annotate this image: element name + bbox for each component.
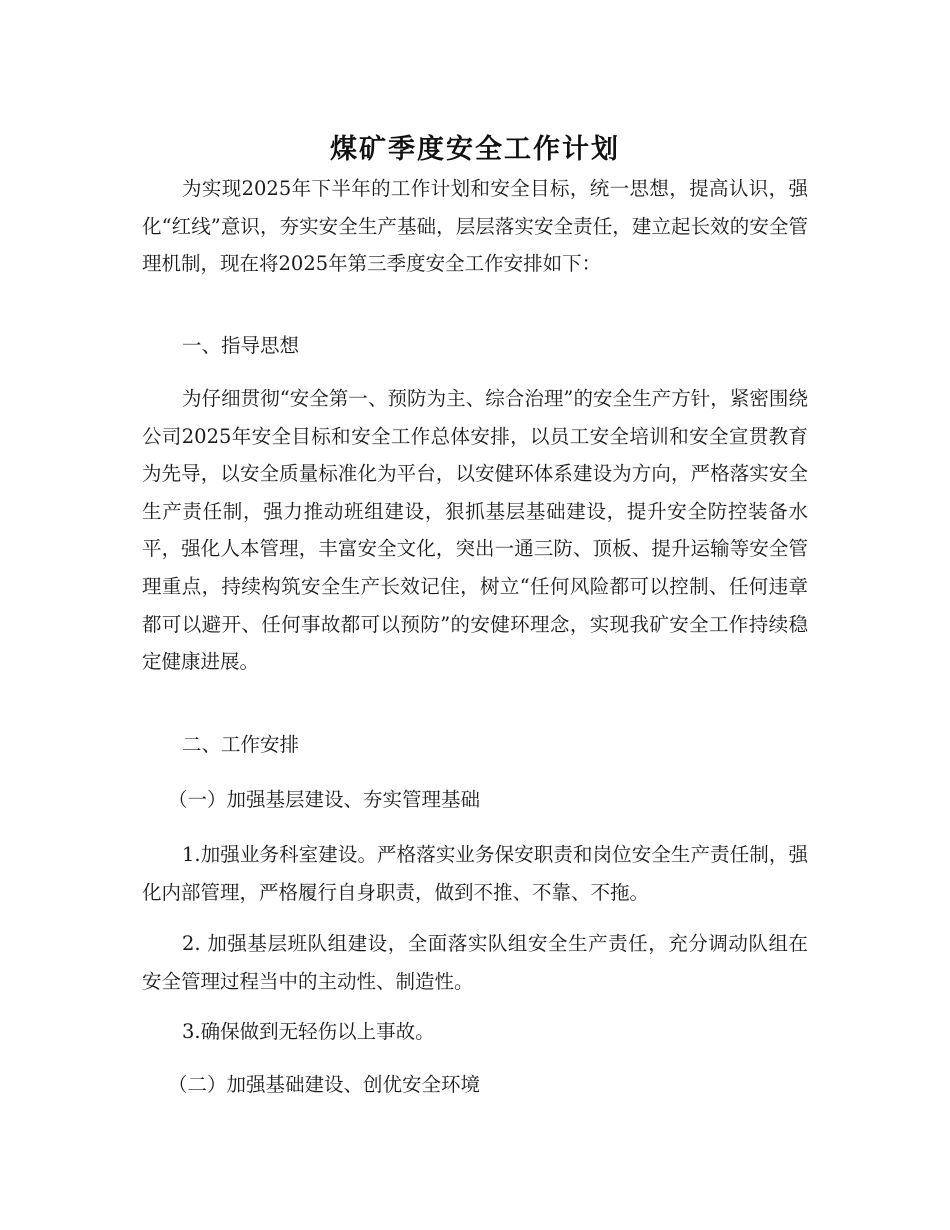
item-paragraph-1: 1.加强业务科室建设。严格落实业务保安职责和岗位安全生产责任制，强化内部管理，严格履行自身职责，做到不推、不靠、不拖。 bbox=[142, 843, 808, 904]
subsection-heading-2: （二）加强基础建设、创优安全环境 bbox=[168, 1073, 481, 1096]
guiding-thought-paragraph: 为仔细贯彻“安全第一、预防为主、综合治理”的安全生产方针，紧密围绕公司2025年安全目标和安全工作总体安排，以员工安全培训和安全宣贯教育为先导，以安全质量标准化为平台，以安健环体系建设为方向，严格落实安全生产责任制，强力推动班组建设，狠抓基层基础建设，提升安全防控装备水平，强化人本管理，丰富安全文化，突出一通三防、顶板、提升运输等安全管理重点，持续构筑安全生产长效记住，树立“任何风险都可以控制、任何违章都可以避开、任何事故都可以预防”的安健环理念，实现我矿安全工作持续稳定健康进展。 bbox=[142, 387, 808, 674]
section-heading-work-arrangement: 二、工作安排 bbox=[182, 733, 300, 756]
document-title: 煤矿季度安全工作计划 bbox=[330, 134, 620, 166]
item-paragraph-3: 3.确保做到无轻伤以上事故。 bbox=[182, 1020, 435, 1043]
section-heading-guiding-thought: 一、指导思想 bbox=[182, 334, 300, 357]
subsection-heading-1: （一）加强基层建设、夯实管理基础 bbox=[168, 788, 481, 811]
item-paragraph-2: 2. 加强基层班队组建设，全面落实队组安全生产责任，充分调动队组在安全管理过程当中的主动性、制造性。 bbox=[142, 932, 808, 993]
intro-paragraph: 为实现2025年下半年的工作计划和安全目标，统一思想，提高认识，强化“红线”意识，夯实安全生产基础，层层落实安全责任，建立起长效的安全管理机制，现在将2025年第三季度安全工作安排如下： bbox=[142, 177, 808, 276]
